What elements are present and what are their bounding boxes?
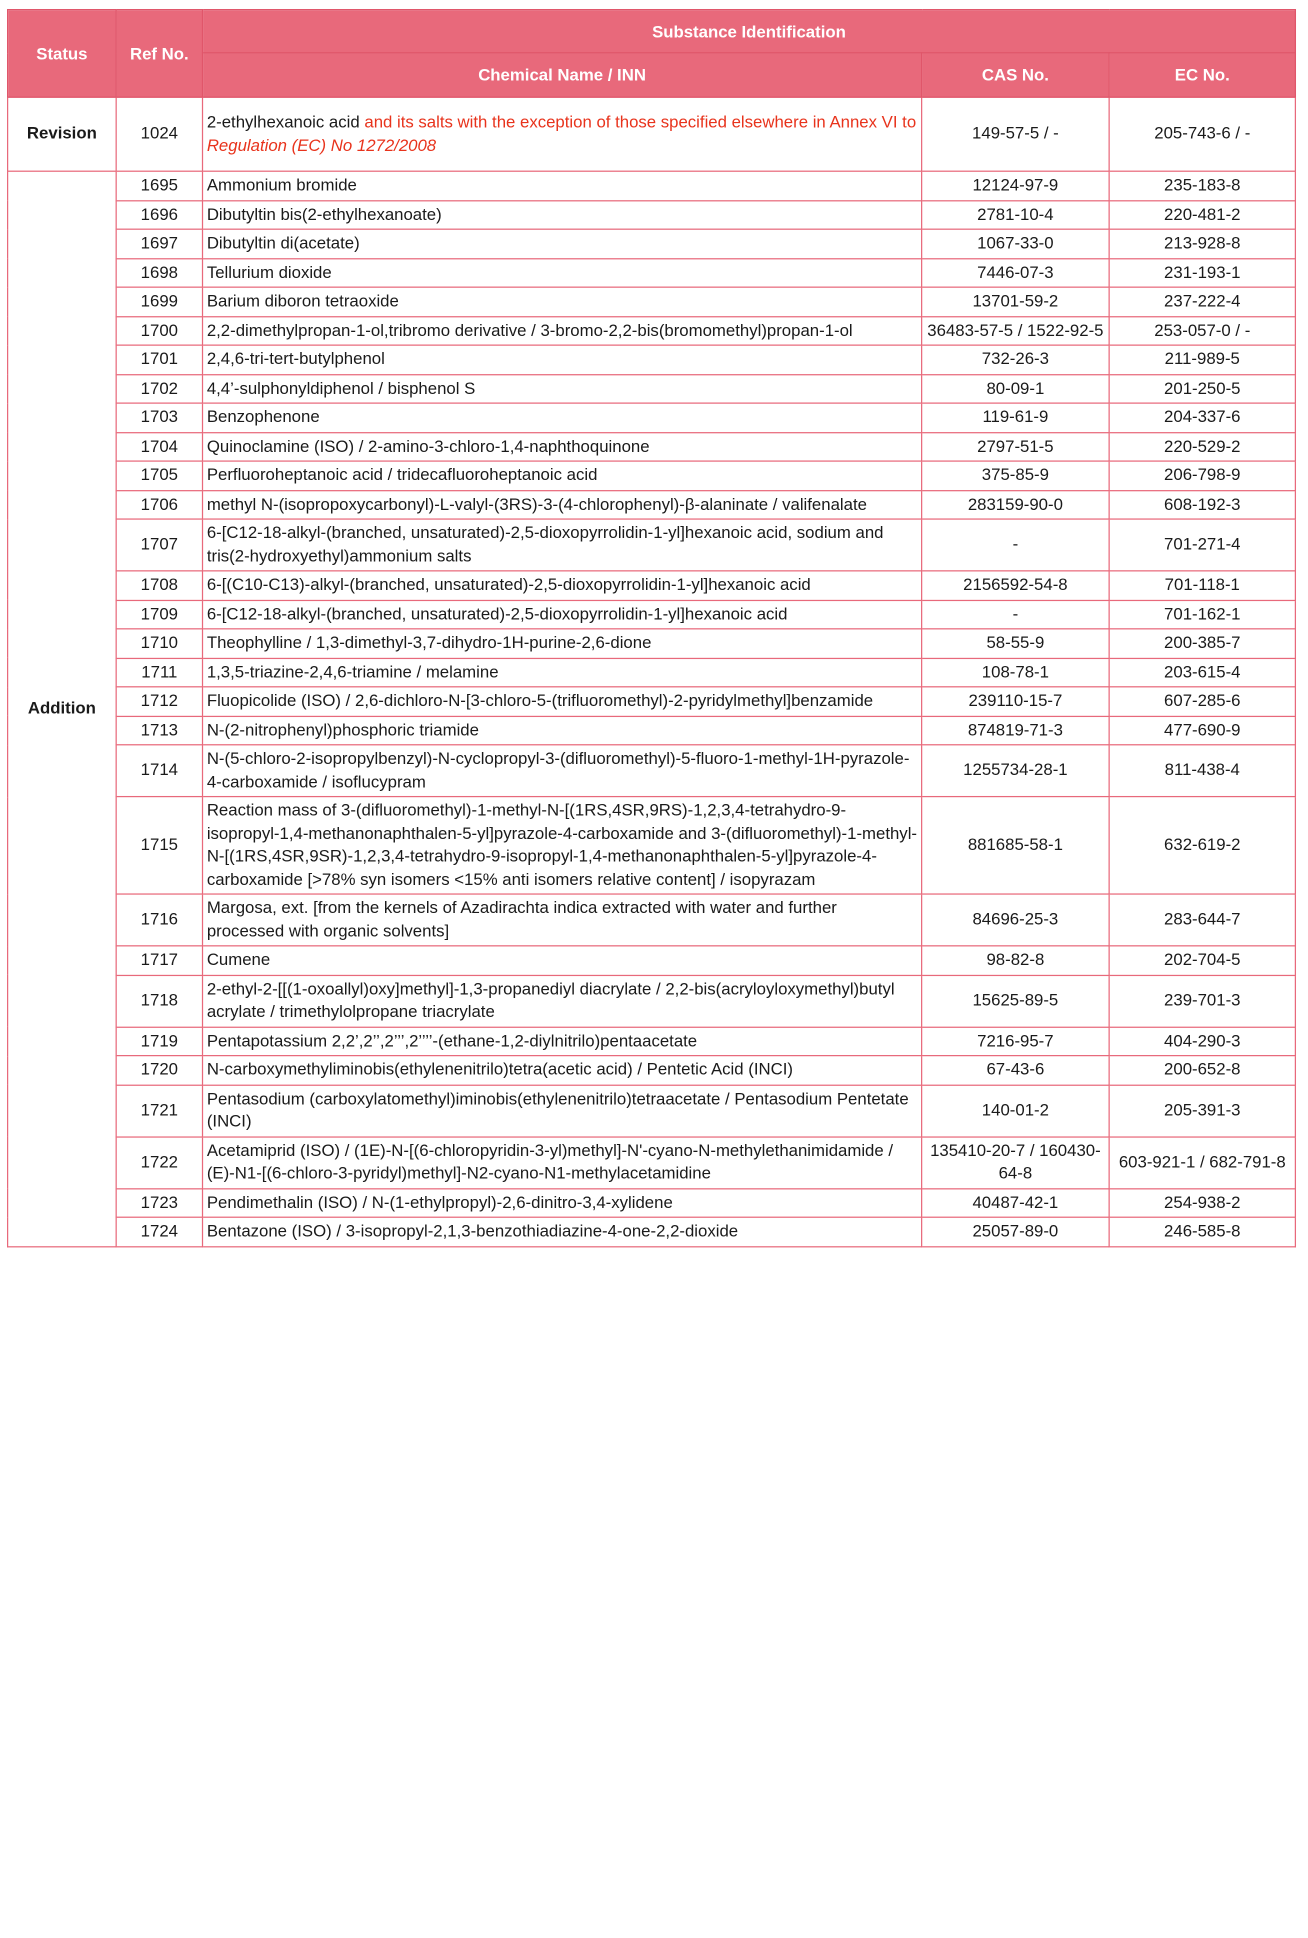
chemical-name-cell: N-(2-nitrophenyl)phosphoric triamide [203, 716, 922, 745]
chemical-name-cell: 2-ethyl-2-[[(1-oxoallyl)oxy]methyl]-1,3-propanediyl diacrylate / 2,2-bis(acryloyloxymethyl)butyl acrylate / trimethylolpropane triacrylate [203, 975, 922, 1027]
header-chemical-name: Chemical Name / INN [203, 53, 922, 97]
ref-cell: 1714 [116, 745, 202, 797]
chemical-name-cell: 1,3,5-triazine-2,4,6-triamine / melamine [203, 658, 922, 687]
chemical-name-cell: Barium diboron tetraoxide [203, 287, 922, 316]
header-cas-no: CAS No. [922, 53, 1109, 97]
ec-cell: 701-118-1 [1109, 571, 1295, 600]
ec-cell: 404-290-3 [1109, 1027, 1295, 1056]
table-row [8, 716, 1296, 745]
table-row [8, 345, 1296, 374]
ref-cell: 1707 [116, 519, 202, 571]
table-row [8, 287, 1296, 316]
cas-cell: 7446-07-3 [922, 258, 1109, 287]
cas-cell: 108-78-1 [922, 658, 1109, 687]
ref-cell: 1703 [116, 403, 202, 432]
chemical-name-cell: Perfluoroheptanoic acid / tridecafluoroheptanoic acid [203, 461, 922, 490]
cas-cell: 2156592-54-8 [922, 571, 1109, 600]
ref-cell: 1709 [116, 600, 202, 629]
ec-cell: 213-928-8 [1109, 229, 1295, 258]
ec-cell: 283-644-7 [1109, 894, 1295, 946]
ec-cell: 246-585-8 [1109, 1217, 1295, 1246]
ref-cell: 1705 [116, 461, 202, 490]
ref-cell: 1719 [116, 1027, 202, 1056]
chemical-name-cell: Pentapotassium 2,2’,2’’,2’’’,2’’’’-(ethane-1,2-diylnitrilo)pentaacetate [203, 1027, 922, 1056]
chemical-name-cell: N-carboxymethyliminobis(ethylenenitrilo)tetra(acetic acid) / Pentetic Acid (INCI) [203, 1056, 922, 1085]
table-row [8, 1136, 1296, 1188]
ref-cell: 1723 [116, 1188, 202, 1217]
table-row [8, 894, 1296, 946]
table-row [8, 658, 1296, 687]
ec-cell: 206-798-9 [1109, 461, 1295, 490]
cas-cell: 84696-25-3 [922, 894, 1109, 946]
ec-cell: 201-250-5 [1109, 374, 1295, 403]
chemical-name-cell: Margosa, ext. [from the kernels of Azadirachta indica extracted with water and further processed with organic solvents] [203, 894, 922, 946]
table-row [8, 490, 1296, 519]
chemical-name-cell: Dibutyltin bis(2-ethylhexanoate) [203, 200, 922, 229]
chemical-name-cell: methyl N-(isopropoxycarbonyl)-L-valyl-(3RS)-3-(4-chlorophenyl)-β-alaninate / valifenalate [203, 490, 922, 519]
cas-cell: 140-01-2 [922, 1085, 1109, 1137]
table-row [8, 200, 1296, 229]
table-row [8, 745, 1296, 797]
ec-cell: 253-057-0 / - [1109, 316, 1295, 345]
table-row [8, 687, 1296, 716]
table-row [8, 1027, 1296, 1056]
table-row [8, 258, 1296, 287]
ref-cell: 1720 [116, 1056, 202, 1085]
table-row [8, 1056, 1296, 1085]
table-row [8, 171, 1296, 200]
ec-cell: 202-704-5 [1109, 946, 1295, 975]
ref-cell: 1717 [116, 946, 202, 975]
chemical-name-cell: Pendimethalin (ISO) / N-(1-ethylpropyl)-2,6-dinitro-3,4-xylidene [203, 1188, 922, 1217]
chemical-name-cell: Bentazone (ISO) / 3-isopropyl-2,1,3-benzothiadiazine-4-one-2,2-dioxide [203, 1217, 922, 1246]
chemical-name-cell: Fluopicolide (ISO) / 2,6-dichloro-N-[3-chloro-5-(trifluoromethyl)-2-pyridylmethyl]benzamide [203, 687, 922, 716]
revision-row [8, 97, 1296, 171]
cas-cell: 239110-15-7 [922, 687, 1109, 716]
ec-cell: 205-391-3 [1109, 1085, 1295, 1137]
chemical-name-cell: Benzophenone [203, 403, 922, 432]
ref-cell: 1724 [116, 1217, 202, 1246]
table-row [8, 600, 1296, 629]
cas-cell: 36483-57-5 / 1522-92-5 [922, 316, 1109, 345]
chemical-name-cell: Quinoclamine (ISO) / 2-amino-3-chloro-1,4-naphthoquinone [203, 432, 922, 461]
amendment-text: and its salts with the exception of those specified elsewhere in Annex VI to [359, 112, 917, 132]
chemical-name-text: 2-ethylhexanoic acid [206, 112, 360, 132]
cas-cell: - [922, 519, 1109, 571]
table-row [8, 1188, 1296, 1217]
chemical-name-cell: Acetamiprid (ISO) / (1E)-N-[(6-chloropyridin-3-yl)methyl]-N'-cyano-N-methylethanimidamide / (E)-N1-[(6-chloro-3-pyridyl)methyl]-N2-cyano-N1-methylacetamidine [203, 1136, 922, 1188]
ec-cell: 811-438-4 [1109, 745, 1295, 797]
chemical-name-cell: Reaction mass of 3-(difluoromethyl)-1-methyl-N-[(1RS,4SR,9RS)-1,2,3,4-tetrahydro-9-isopropyl-1,4-methanonaphthalen-5-yl]pyrazole-4-carboxamide and 3-(difluoromethyl)-1-methyl-N-[(1RS,4SR,9SR)-1,2,3,4-tetrahydro-9-isopropyl-1,4-methanonaphthalen-5-yl]pyrazole-4-carboxamide [>78% syn isomers <15% anti isomers relative content] / isopyrazam [203, 797, 922, 894]
cas-cell: 2797-51-5 [922, 432, 1109, 461]
ec-cell: 254-938-2 [1109, 1188, 1295, 1217]
table-row [8, 571, 1296, 600]
ref-cell: 1024 [116, 97, 202, 171]
ref-cell: 1697 [116, 229, 202, 258]
ref-cell: 1715 [116, 797, 202, 894]
ec-cell: 200-652-8 [1109, 1056, 1295, 1085]
ref-cell: 1711 [116, 658, 202, 687]
regulation-reference: Regulation (EC) No 1272/2008 [206, 135, 437, 154]
ref-cell: 1713 [116, 716, 202, 745]
ec-cell: 220-529-2 [1109, 432, 1295, 461]
table-row [8, 316, 1296, 345]
ref-cell: 1701 [116, 345, 202, 374]
ec-cell: 203-615-4 [1109, 658, 1295, 687]
cas-cell: - [922, 600, 1109, 629]
ec-cell: 607-285-6 [1109, 687, 1295, 716]
ref-cell: 1708 [116, 571, 202, 600]
table-row [8, 229, 1296, 258]
chemical-name-cell: 6-[C12-18-alkyl-(branched, unsaturated)-2,5-dioxopyrrolidin-1-yl]hexanoic acid [203, 600, 922, 629]
table-row [8, 975, 1296, 1027]
cas-cell: 732-26-3 [922, 345, 1109, 374]
ref-cell: 1702 [116, 374, 202, 403]
header-ref-no: Ref No. [116, 10, 202, 98]
cas-cell: 40487-42-1 [922, 1188, 1109, 1217]
ref-cell: 1718 [116, 975, 202, 1027]
chemical-name-cell: 6-[C12-18-alkyl-(branched, unsaturated)-2,5-dioxopyrrolidin-1-yl]hexanoic acid, sodium and tris(2-hydroxyethyl)ammonium salts [203, 519, 922, 571]
chemical-name-cell: N-(5-chloro-2-isopropylbenzyl)-N-cyclopropyl-3-(difluoromethyl)-5-fluoro-1-methyl-1H-pyrazole-4-carboxamide / isoflucypram [203, 745, 922, 797]
ec-cell: 632-619-2 [1109, 797, 1295, 894]
ec-cell: 701-271-4 [1109, 519, 1295, 571]
chemical-name-cell: Cumene [203, 946, 922, 975]
cas-cell: 12124-97-9 [922, 171, 1109, 200]
chemical-name-cell: 2,2-dimethylpropan-1-ol,tribromo derivative / 3-bromo-2,2-bis(bromomethyl)propan-1-ol [203, 316, 922, 345]
chemical-name-cell: Tellurium dioxide [203, 258, 922, 287]
ec-cell: 211-989-5 [1109, 345, 1295, 374]
ref-cell: 1700 [116, 316, 202, 345]
table-row [8, 461, 1296, 490]
table-row [8, 1217, 1296, 1246]
table-row [8, 519, 1296, 571]
ec-cell: 239-701-3 [1109, 975, 1295, 1027]
table-row [8, 403, 1296, 432]
ec-cell: 204-337-6 [1109, 403, 1295, 432]
table-row [8, 1085, 1296, 1137]
table-row [8, 374, 1296, 403]
cas-cell: 135410-20-7 / 160430-64-8 [922, 1136, 1109, 1188]
ec-cell: 220-481-2 [1109, 200, 1295, 229]
cas-cell: 881685-58-1 [922, 797, 1109, 894]
ec-cell: 231-193-1 [1109, 258, 1295, 287]
ec-cell: 603-921-1 / 682-791-8 [1109, 1136, 1295, 1188]
cas-cell: 874819-71-3 [922, 716, 1109, 745]
cas-cell: 25057-89-0 [922, 1217, 1109, 1246]
status-cell-revision: Revision [8, 97, 117, 171]
chemical-name-cell: 4,4’-sulphonyldiphenol / bisphenol S [203, 374, 922, 403]
header-ec-no: EC No. [1109, 53, 1295, 97]
ec-cell: 701-162-1 [1109, 600, 1295, 629]
cas-cell: 2781-10-4 [922, 200, 1109, 229]
ref-cell: 1695 [116, 171, 202, 200]
header-substance-identification: Substance Identification [203, 10, 1296, 53]
ec-cell: 235-183-8 [1109, 171, 1295, 200]
chemical-name-cell [203, 97, 922, 171]
ref-cell: 1710 [116, 629, 202, 658]
ec-cell: 237-222-4 [1109, 287, 1295, 316]
table-row [8, 629, 1296, 658]
substance-table [7, 9, 1296, 1247]
cas-cell: 80-09-1 [922, 374, 1109, 403]
cas-cell: 1067-33-0 [922, 229, 1109, 258]
ec-cell: 477-690-9 [1109, 716, 1295, 745]
ref-cell: 1722 [116, 1136, 202, 1188]
chemical-name-cell: Dibutyltin di(acetate) [203, 229, 922, 258]
table-row [8, 432, 1296, 461]
cas-cell: 67-43-6 [922, 1056, 1109, 1085]
cas-cell: 7216-95-7 [922, 1027, 1109, 1056]
cas-cell: 15625-89-5 [922, 975, 1109, 1027]
header-row-1 [8, 10, 1296, 53]
chemical-name-cell: 6-[(C10-C13)-alkyl-(branched, unsaturated)-2,5-dioxopyrrolidin-1-yl]hexanoic acid [203, 571, 922, 600]
chemical-name-cell: Ammonium bromide [203, 171, 922, 200]
table-row [8, 946, 1296, 975]
ec-cell: 205-743-6 / - [1109, 97, 1295, 171]
cas-cell: 58-55-9 [922, 629, 1109, 658]
cas-cell: 149-57-5 / - [922, 97, 1109, 171]
cas-cell: 283159-90-0 [922, 490, 1109, 519]
ref-cell: 1706 [116, 490, 202, 519]
chemical-name-cell: Pentasodium (carboxylatomethyl)iminobis(ethylenenitrilo)tetraacetate / Pentasodium Pentetate (INCI) [203, 1085, 922, 1137]
ref-cell: 1699 [116, 287, 202, 316]
ref-cell: 1696 [116, 200, 202, 229]
substance-table-sheet [7, 9, 1296, 1247]
cas-cell: 375-85-9 [922, 461, 1109, 490]
cas-cell: 98-82-8 [922, 946, 1109, 975]
table-row [8, 797, 1296, 894]
header-status: Status [8, 10, 117, 98]
ref-cell: 1716 [116, 894, 202, 946]
status-cell-addition: Addition [8, 171, 117, 1246]
cas-cell: 13701-59-2 [922, 287, 1109, 316]
ref-cell: 1712 [116, 687, 202, 716]
chemical-name-cell: 2,4,6-tri-tert-butylphenol [203, 345, 922, 374]
cas-cell: 1255734-28-1 [922, 745, 1109, 797]
ref-cell: 1721 [116, 1085, 202, 1137]
cas-cell: 119-61-9 [922, 403, 1109, 432]
ref-cell: 1704 [116, 432, 202, 461]
ec-cell: 608-192-3 [1109, 490, 1295, 519]
ec-cell: 200-385-7 [1109, 629, 1295, 658]
chemical-name-cell: Theophylline / 1,3-dimethyl-3,7-dihydro-1H-purine-2,6-dione [203, 629, 922, 658]
ref-cell: 1698 [116, 258, 202, 287]
